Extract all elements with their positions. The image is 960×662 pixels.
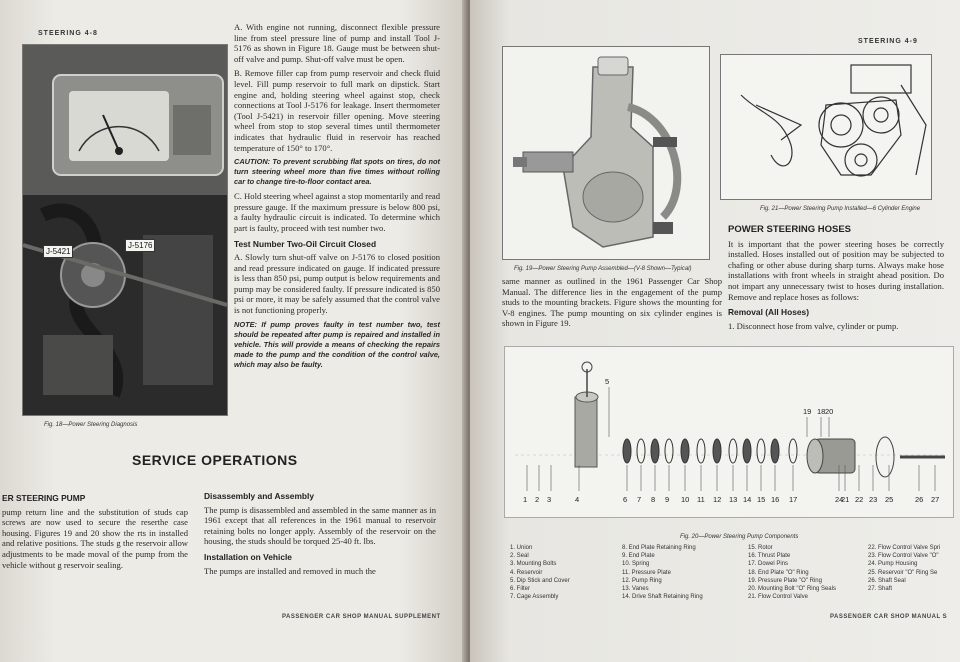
legend-item: 11. Pressure Plate [622, 569, 671, 576]
step-a: A. With engine not running, disconnect flexible pressure line from steel pressure line of pump and install Tool J-5176 as shown in Figure 18. Gauge must be between shut-off valve and pump. Shut-off valve must be open. [234, 22, 440, 64]
removal-heading: Removal (All Hoses) [728, 307, 809, 318]
installation-heading: Installation on Vehicle [204, 551, 292, 562]
legend-item: 20. Mounting Bolt "O" Ring Seals [748, 586, 836, 593]
step-c: C. Hold steering wheel against a stop momentarily and read pressure gauge. If the maximum pressure is below 800 psi, a faulty hydraulic circuit is indicated. To determine which part is faulty, proceed with test number two. [234, 191, 440, 233]
part-16-mark [771, 439, 779, 463]
pump-column [2, 488, 188, 574]
legend-item: 24. Pump Housing [868, 561, 918, 568]
part-number-label: 20 [825, 407, 834, 416]
legend-item: 2. Seal [510, 553, 529, 560]
part-number-label: 26 [915, 495, 924, 504]
part-number-label: 25 [885, 495, 894, 504]
part-number-label: 8 [651, 495, 656, 504]
part-number-label: 1 [523, 495, 528, 504]
part-number-label: 24 [835, 495, 844, 504]
part-number-label: 17 [789, 495, 798, 504]
hoses-section [728, 220, 944, 335]
test-two-heading: Test Number Two-Oil Circuit Closed [234, 238, 377, 249]
legend-item: 16. Thrust Plate [748, 553, 791, 560]
fig19-photo [502, 46, 710, 260]
disassembly-text: The pump is disassembled and assembled in the same manner as in 1961 except that all references in the 1961 manual to reservoir retaining bolts no longer apply. Assembly of the reservoir on the housing, the studs should be torqued 25-40 ft. lbs. [204, 504, 436, 547]
mounting-paragraph: same manner as outlined in the 1961 Passenger Car Shop Manual. The difference lies in the engagement of the pump studs to the mounting brackets. Figure shows the mounting for V-8 engines. The pump mounting on six cylinder engines is shown in Figure 19. [502, 276, 722, 329]
legend-item: 19. Pressure Plate "O" Ring [748, 577, 822, 584]
legend-item: 15. Rotor [748, 545, 773, 551]
pump-assembled-graphic [503, 47, 709, 259]
part-number-label: 9 [665, 495, 670, 504]
engine-photo-graphic [23, 45, 227, 415]
legend-item: 5. Dip Stick and Cover [510, 577, 570, 584]
fig21-caption: Fig. 21—Power Steering Pump Installed—6 Cylinder Engine [760, 206, 921, 212]
part-11-mark [697, 439, 705, 463]
pump-mounting-text [502, 276, 722, 333]
fig21-photo [720, 54, 932, 200]
tool-tag-j5421: J-5421 [43, 245, 73, 258]
tool-tag-j5176: J-5176 [125, 239, 155, 252]
legend-item: 12. Pump Ring [622, 577, 662, 584]
part-number-label: 27 [931, 495, 940, 504]
part-number-label: 6 [623, 495, 628, 504]
installation-text: The pumps are installed and removed in much the [204, 565, 376, 576]
part-number-label: 14 [743, 495, 752, 504]
legend-item: 21. Flow Control Valve [748, 594, 808, 601]
legend-item: 26. Shaft Seal [868, 577, 906, 584]
legend-item: 13. Vanes [622, 586, 649, 593]
part-number-label: 13 [729, 495, 738, 504]
legend-col-2 [622, 544, 703, 601]
legend-col-4 [868, 544, 958, 593]
assembly-column [204, 486, 436, 580]
legend-item: 6. Filter [510, 586, 531, 593]
hoses-paragraph: It is important that the power steering hoses be correctly installed. Hoses installed out of position may be subjected to chafing or other abuse during sharp turns. Always make hose installations with front wheels in straight ahead position. Do not impart any unnecessary twist to hoses during installation. Remove and replace hoses as follows: [728, 238, 944, 302]
right-footer: PASSENGER CAR SHOP MANUAL S [830, 614, 948, 620]
part-number-label: 11 [697, 495, 705, 504]
fig18-caption: Fig. 18—Power Steering Diagnosis [44, 422, 138, 428]
legend-item: 17. Dowel Pins [748, 561, 789, 568]
part-number-label: 21 [841, 495, 850, 504]
engine-drawing-graphic [721, 55, 931, 199]
part-number-label: 19 [803, 407, 812, 416]
fig20-components-diagram [504, 346, 954, 518]
disassembly-heading: Disassembly and Assembly [204, 491, 315, 501]
part-number-label: 22 [855, 495, 864, 504]
left-page-header: STEERING 4-8 [38, 30, 98, 37]
part-6-mark [623, 439, 631, 463]
diagnosis-photo [22, 44, 228, 416]
pump-heading: ER STEERING PUMP [2, 493, 86, 503]
part-9-mark [665, 439, 673, 463]
components-exploded-view [505, 347, 953, 517]
part-17-mark [789, 439, 797, 463]
removal-step: 1. Disconnect hose from valve, cylinder or pump. [728, 320, 899, 331]
right-page [470, 0, 960, 662]
part-number-label: 4 [575, 495, 580, 504]
legend-item: 22. Flow Control Valve Spri [868, 545, 941, 551]
legend-item: 7. Cage Assembly [510, 594, 559, 601]
part-15-mark [757, 439, 765, 463]
legend-item: 8. End Plate Retaining Ring [622, 545, 696, 551]
legend-item: 18. End Plate "O" Ring [748, 569, 809, 576]
part-number-label: 7 [637, 495, 642, 504]
fig20-caption: Fig. 20—Power Steering Pump Components [680, 534, 799, 540]
legend-item: 27. Shaft [868, 586, 893, 593]
right-page-header: STEERING 4-9 [858, 38, 918, 45]
left-instructions [234, 22, 440, 374]
legend-item: 1. Union [510, 545, 533, 551]
legend-col-1 [510, 544, 570, 601]
hoses-heading: POWER STEERING HOSES [728, 224, 851, 235]
part-number-label: 18 [817, 407, 826, 416]
part-number-label: 12 [713, 495, 722, 504]
legend-item: 14. Drive Shaft Retaining Ring [622, 594, 703, 601]
part-number-label: 3 [547, 495, 552, 504]
part-8-mark [651, 439, 659, 463]
part-number-label: 5 [605, 377, 610, 386]
part-12-mark [713, 439, 721, 463]
part-14-mark [743, 439, 751, 463]
left-footer: PASSENGER CAR SHOP MANUAL SUPPLEMENT [282, 614, 441, 620]
service-operations-heading: SERVICE OPERATIONS [132, 452, 298, 468]
legend-item: 23. Flow Control Valve "O" [868, 553, 939, 560]
part-13-mark [729, 439, 737, 463]
step-b: B. Remove filler cap from pump reservoir and check fluid level. Fill pump reservoir to full mark on dipstick. Start engine and, holding steering wheel against stop, check connections at Tool J-5176 for leakage. Insert thermometer (Tool J-5421) in reservoir filler opening. Move steering wheel from stop to stop several times until thermometer indicates that hydraulic fluid in reservoir has reached temperature of 150° to 170°. [234, 68, 440, 153]
caution-note: CAUTION: To prevent scrubbing flat spots on tires, do not turn steering wheel more than five times without rolling car to change tire-to-floor contact area. [234, 157, 440, 187]
part-10-mark [681, 439, 689, 463]
part-number-label: 10 [681, 495, 690, 504]
legend-item: 3. Mounting Bolts [510, 561, 557, 568]
part-number-label: 23 [869, 495, 878, 504]
pump-text: pump return line and the substitution of studs cap screws are now used to secure the reserthe case housing. Figures 19 and 20 show the rts in installed and relative positions. The studs g the reservoir allow adjustments to be made moval of the pump from the vehicle without g reservoir sealing. [2, 506, 188, 570]
legend-item: 25. Reservoir "O" Ring Se [868, 569, 938, 576]
legend-item: 9. End Plate [622, 553, 655, 560]
note-text: NOTE: If pump proves faulty in test number two, test should be repeated after pump is repaired and installed in vehicle. This will provide a means of checking the repairs made to the pump and the condition of the control valve, which may also be faulty. [234, 319, 440, 369]
legend-col-3 [748, 544, 836, 601]
legend-item: 10. Spring [622, 561, 650, 568]
fig19-caption: Fig. 19—Power Steering Pump Assembled—(V-8 Shown—Typical) [514, 266, 692, 272]
legend-item: 4. Reservoir [510, 569, 543, 576]
part-number-label: 16 [771, 495, 780, 504]
left-page [0, 0, 470, 662]
part-7-mark [637, 439, 645, 463]
test-two-step: A. Slowly turn shut-off valve on J-5176 to closed position and read pressure indicated on gauge. If indicated pressure is less than 850 psi, pump output is below requirements and pump may be considered faulty. If pressure indicated is 850 psi or more, it may be safely assumed that the control valve is not functioning properly. [234, 252, 440, 316]
part-number-label: 2 [535, 495, 540, 504]
part-number-label: 15 [757, 495, 766, 504]
